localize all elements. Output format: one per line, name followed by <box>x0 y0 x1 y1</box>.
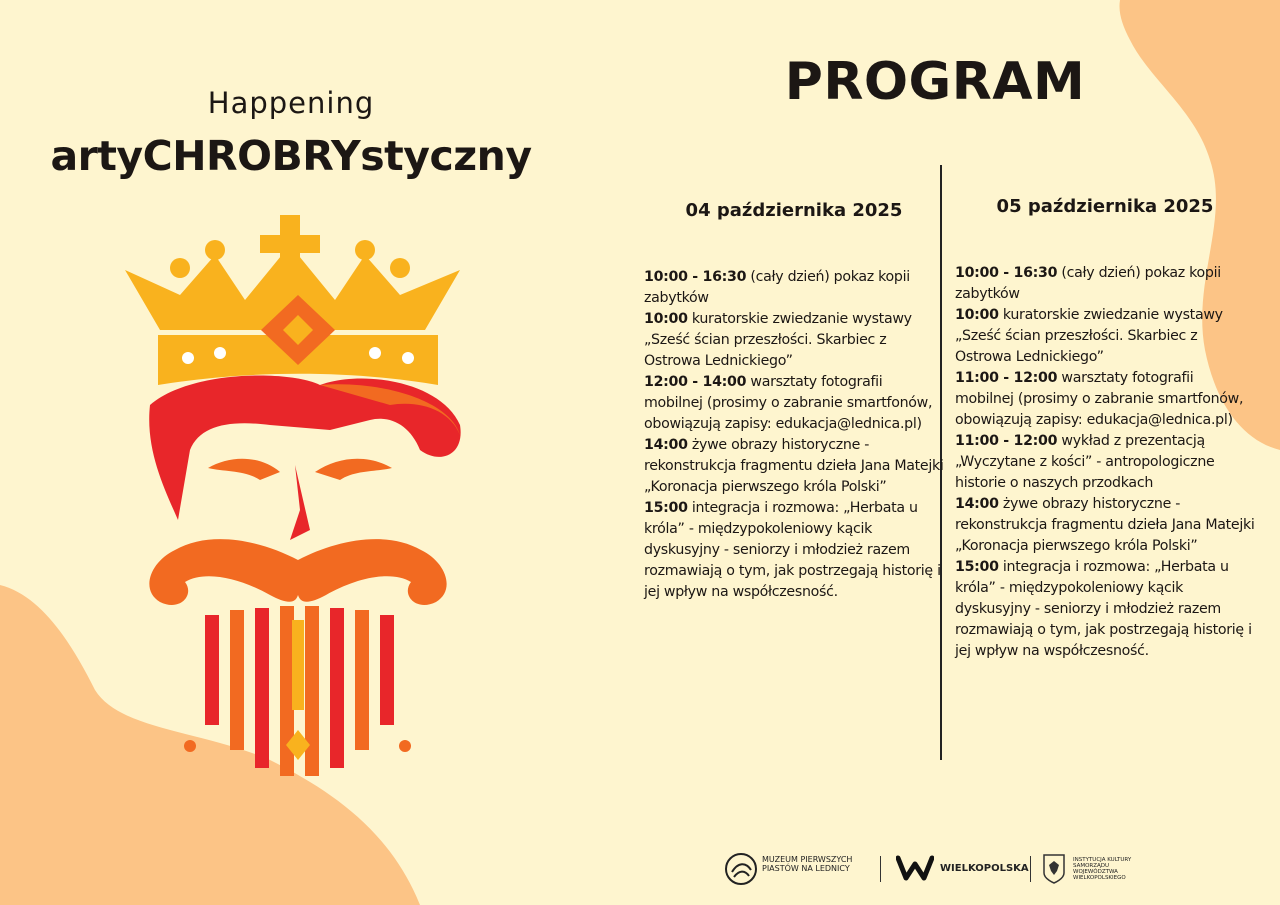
schedule-item <box>955 368 1255 431</box>
schedule-item <box>955 557 1255 662</box>
beard-icon <box>205 606 394 776</box>
schedule-item <box>644 267 944 309</box>
schedule-item <box>955 431 1255 494</box>
item-time: 14:00 <box>955 496 999 512</box>
item-text: integracja i rozmowa: „Herbata u króla” - międzypokoleniowy kącik dyskusyjny - seniorzy i młodzież razem rozmawiają o tym, jak postrzegają historię i jej wpływ na współczesność. <box>644 500 941 600</box>
schedule-item <box>955 305 1255 368</box>
museum-logo-icon <box>724 852 758 886</box>
item-text: żywe obrazy historyczne - rekonstrukcja fragmentu dzieła Jana Matejki „Koronacja pierwszego króla Polski” <box>955 496 1255 554</box>
item-text: wykład z prezentacją „Wyczytane z kości” - antropologiczne historie o naszych przodkach <box>955 433 1215 491</box>
item-text: (cały dzień) pokaz kopii zabytków <box>644 269 910 306</box>
program-title: PROGRAM <box>784 52 1086 112</box>
schedule-item <box>644 435 944 498</box>
schedule-item <box>955 494 1255 557</box>
crown-icon <box>125 215 460 385</box>
hair-icon <box>149 375 460 520</box>
institution-logo-text: INSTYTUCJA KULTURY SAMORZĄDU WOJEWÓDZTWA WIELKOPOLSKIEGO <box>1073 857 1132 881</box>
item-text: warsztaty fotografii mobilnej (prosimy o zabranie smartfonów, obowiązują zapisy: edukacja@lednica.pl) <box>955 370 1244 428</box>
day-column-1 <box>644 200 944 603</box>
nose-icon <box>290 465 310 540</box>
item-time: 11:00 - 12:00 <box>955 370 1058 386</box>
item-text: warsztaty fotografii mobilnej (prosimy o zabranie smartfonów, obowiązują zapisy: edukacja@lednica.pl) <box>644 374 933 432</box>
schedule-item <box>644 309 944 372</box>
item-text: kuratorskie zwiedzanie wystawy „Sześć ścian przeszłości. Skarbiec z Ostrowa Lednickiego” <box>955 307 1223 365</box>
item-time: 10:00 - 16:30 <box>644 269 747 285</box>
item-text: żywe obrazy historyczne - rekonstrukcja fragmentu dzieła Jana Matejki „Koronacja pierwszego króla Polski” <box>644 437 944 495</box>
dot-right-icon <box>399 740 411 752</box>
region-logo-text: WIELKOPOLSKA <box>940 863 1029 874</box>
day-column-2 <box>955 196 1255 662</box>
day-date: 04 października 2025 <box>685 200 903 221</box>
item-time: 15:00 <box>644 500 688 516</box>
item-text: (cały dzień) pokaz kopii zabytków <box>955 265 1221 302</box>
footer-separator <box>880 856 881 882</box>
footer-separator <box>1030 856 1031 882</box>
dot-left-icon <box>184 740 196 752</box>
schedule-list <box>955 263 1255 662</box>
item-time: 11:00 - 12:00 <box>955 433 1058 449</box>
wielkopolska-logo-icon <box>896 854 934 882</box>
item-time: 10:00 - 16:30 <box>955 265 1058 281</box>
item-text: kuratorskie zwiedzanie wystawy „Sześć ścian przeszłości. Skarbiec z Ostrowa Lednickiego” <box>644 311 912 369</box>
eyebrow-right-icon <box>315 459 392 480</box>
king-illustration <box>120 210 480 790</box>
item-time: 10:00 <box>955 307 999 323</box>
eyebrow-icon <box>208 459 280 480</box>
moustache-icon <box>149 539 446 605</box>
item-time: 12:00 - 14:00 <box>644 374 747 390</box>
item-text: integracja i rozmowa: „Herbata u króla” - międzypokoleniowy kącik dyskusyjny - seniorzy i młodzież razem rozmawiają o tym, jak postrzegają historię i jej wpływ na współczesność. <box>955 559 1252 659</box>
schedule-item <box>644 372 944 435</box>
item-time: 10:00 <box>644 311 688 327</box>
item-time: 15:00 <box>955 559 999 575</box>
schedule-list <box>644 267 944 603</box>
brand-title: artyCHROBRYstyczny <box>50 132 532 180</box>
museum-logo-text: MUZEUM PIERWSZYCH PIASTÓW NA LEDNICY <box>762 855 853 873</box>
item-time: 14:00 <box>644 437 688 453</box>
eagle-crest-icon <box>1042 853 1066 885</box>
day-date: 05 października 2025 <box>996 196 1214 217</box>
schedule-item <box>955 263 1255 305</box>
footer-logos <box>720 848 1150 888</box>
schedule-item <box>644 498 944 603</box>
kicker-text: Happening <box>207 86 375 120</box>
